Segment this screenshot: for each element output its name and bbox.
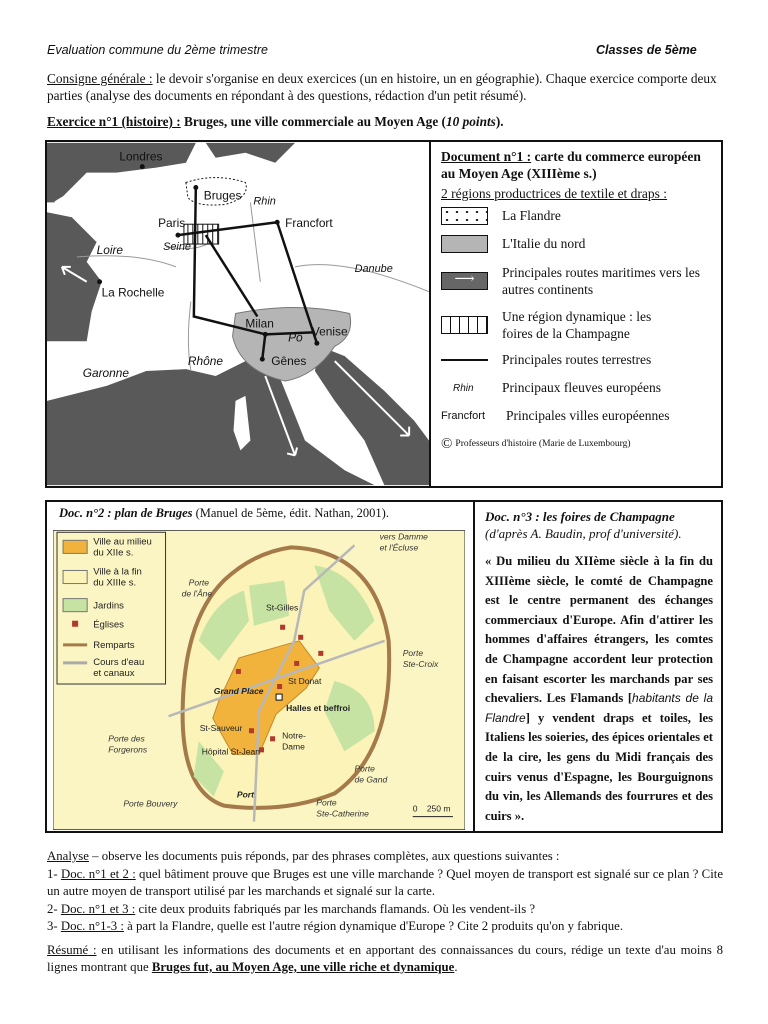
label-la-rochelle: La Rochelle bbox=[101, 285, 165, 300]
legend-label: Cours d'eau bbox=[93, 656, 145, 668]
resume-emphasis: Bruges fut, au Moyen Age, une ville riche et dynamique bbox=[151, 960, 455, 974]
river-sample: Rhin bbox=[453, 382, 474, 394]
resume-label: Résumé : bbox=[47, 942, 97, 957]
consigne-label: Consigne générale : bbox=[47, 71, 153, 86]
scale-label: 250 m bbox=[426, 803, 451, 814]
label-seine: Seine bbox=[163, 241, 191, 254]
label-danube: Danube bbox=[354, 262, 393, 275]
label-damme-2: et l'Écluse bbox=[379, 542, 419, 553]
label-paris: Paris bbox=[158, 216, 186, 231]
q-text: cite deux produits fabriqués par les marchands flamands. Où les vendent-ils ? bbox=[135, 901, 536, 916]
label-grand-place: Grand Place bbox=[213, 686, 264, 697]
document-1 bbox=[45, 140, 723, 488]
legend-label: Principales routes maritimes vers les autres continents bbox=[502, 265, 700, 297]
document-3 bbox=[477, 502, 721, 826]
resume-text: en utilisant les informations des documents et en apportant des connaissances du cours, rédige un texte d'au moins 8 lignes montrant que bbox=[47, 942, 724, 974]
legend-label: Jardins bbox=[93, 600, 124, 612]
exercice-end: ). bbox=[495, 114, 504, 129]
scale-zero: 0 bbox=[412, 803, 418, 814]
legend-sea-routes bbox=[441, 258, 715, 304]
legend-label: Une région dynamique : les foires de la Champagne bbox=[502, 309, 652, 341]
credit bbox=[441, 430, 715, 458]
doc2-title-text: Doc. n°2 : plan de Bruges bbox=[59, 506, 193, 520]
label-ste-catherine-2: Ste-Catherine bbox=[316, 808, 369, 819]
q-text: quel bâtiment prouve que Bruges est une ville marchande ? Quel moyen de transport est signalé sur ce plan ? Cite un autre moyen de transport utilisé par les marchands et signalé sur la carte. bbox=[47, 866, 723, 898]
legend-label: du XIIe s. bbox=[93, 547, 134, 559]
question-3 bbox=[47, 918, 723, 936]
resume-end: . bbox=[454, 960, 458, 974]
label-hopital: Hôpital St-Jean bbox=[201, 746, 261, 757]
label-st-sauveur: St-Sauveur bbox=[199, 723, 243, 734]
analyse-label: Analyse bbox=[47, 849, 89, 863]
copyright-icon: © bbox=[441, 435, 453, 452]
q-num: 1- bbox=[47, 866, 61, 881]
doc3-header bbox=[485, 508, 713, 542]
header-left: Evaluation commune du 2ème trimestre bbox=[47, 43, 268, 57]
label-genes: Gênes bbox=[271, 354, 307, 369]
consigne bbox=[47, 70, 723, 104]
question-2 bbox=[47, 901, 723, 919]
legend-label: La Flandre bbox=[502, 208, 561, 223]
doc3-quote bbox=[485, 552, 713, 826]
doc1-title bbox=[441, 148, 715, 182]
doc1-title-text: carte du commerce européen au Moyen Age (XIIIème s.) bbox=[441, 149, 701, 181]
label-francfort: Francfort bbox=[285, 216, 333, 231]
exercice-text: Bruges, une ville commerciale au Moyen Age ( bbox=[180, 114, 446, 129]
label-rhone: Rhône bbox=[187, 354, 223, 369]
label-bouvery: Porte Bouvery bbox=[123, 798, 178, 809]
city-sample: Francfort bbox=[441, 410, 486, 422]
credit-text: Professeurs d'histoire (Marie de Luxembourg) bbox=[455, 439, 631, 449]
analyse-section bbox=[47, 848, 723, 977]
label-damme: vers Damme bbox=[379, 531, 428, 542]
document-1-legend bbox=[433, 142, 721, 486]
striped-swatch-icon bbox=[441, 316, 488, 334]
label-venise: Venise bbox=[311, 324, 348, 339]
q-num: 2- bbox=[47, 901, 61, 916]
label-port: Port bbox=[236, 789, 254, 800]
legend-label: Principales villes européennes bbox=[506, 408, 670, 423]
label-londres: Londres bbox=[119, 149, 163, 164]
quote-italic: habitants de la Flandre bbox=[485, 691, 713, 725]
label-porte-ane: Porte bbox=[188, 577, 210, 588]
exercice-title bbox=[47, 113, 504, 130]
legend-label: Ville à la fin bbox=[93, 566, 142, 578]
doc2-title bbox=[47, 502, 473, 521]
label-gand-2: de Gand bbox=[354, 774, 388, 785]
legend-label: Ville au milieu bbox=[93, 536, 152, 548]
legend-label: et canaux bbox=[93, 667, 135, 679]
doc2-source: (Manuel de 5ème, édit. Nathan, 2001). bbox=[192, 506, 389, 520]
consigne-text: le devoir s'organise en deux exercices (un en histoire, un en géographie). Chaque exercice comporte deux parties (analyse des documents en répondant à des questions, rédaction d'un petit résumé). bbox=[47, 71, 717, 103]
quote-part-1: « Du milieu du XIIème siècle à la fin du XIIIème siècle, le comté de Champagne est le centre permanent des échanges commerciaux d'Europe. Afin d'attirer les hommes d'affaires étrangers, les comtes de Champagne accordent leur protection en faisant escorter les marchands par ses chevaliers. Les Flamands [ bbox=[485, 554, 713, 706]
q-ref: Doc. n°1 et 3 : bbox=[60, 901, 136, 916]
q-ref: Doc. n°1-3 : bbox=[60, 919, 124, 933]
label-ste-catherine: Porte bbox=[316, 797, 337, 808]
analyse-intro-text: – observe les documents puis réponds, par des phrases complètes, aux questions suivantes : bbox=[88, 849, 560, 863]
legend-cities bbox=[441, 402, 715, 430]
gray-swatch-icon bbox=[441, 235, 488, 253]
legend-land-routes bbox=[441, 346, 715, 374]
legend-champagne bbox=[441, 304, 715, 346]
resume bbox=[47, 942, 723, 977]
label-forgerons: Porte des bbox=[108, 733, 145, 744]
legend-rivers bbox=[441, 374, 715, 402]
doc3-title: Doc. n°3 : les foires de Champagne bbox=[485, 509, 675, 524]
label-rhin: Rhin bbox=[253, 195, 276, 208]
quote-part-2: ] y vendent draps et toiles, les Italiens les soieries, des épices orientales et de la cire, les gens du Midi français des cuirs venus d'Espagne, les Bourguignons du vin, les Allemands des fourrures et des cuirs ». bbox=[485, 710, 713, 823]
label-halles-beffroi: Halles et beffroi bbox=[286, 703, 351, 714]
q-num: 3- bbox=[47, 919, 61, 933]
legend-flandre bbox=[441, 202, 715, 230]
label-ste-croix-2: Ste-Croix bbox=[402, 658, 439, 669]
legend-label: Principaux fleuves européens bbox=[502, 380, 661, 395]
legend-label: Remparts bbox=[93, 639, 135, 651]
q-text: à part la Flandre, quelle est l'autre région dynamique d'Europe ? Cite 2 produits qu'on y fabrique. bbox=[123, 919, 624, 933]
europe-trade-map bbox=[47, 142, 431, 486]
legend-label: Principales routes terrestres bbox=[502, 352, 652, 367]
label-forgerons-2: Forgerons bbox=[108, 744, 148, 755]
legend-label: L'Italie du nord bbox=[502, 236, 586, 251]
label-milan: Milan bbox=[245, 316, 274, 331]
label-loire: Loire bbox=[96, 242, 124, 257]
label-st-donat: St Donat bbox=[288, 676, 322, 687]
label-porte-ane-2: de l'Âne bbox=[181, 588, 213, 599]
plan-legend bbox=[57, 532, 166, 684]
exercice-label: Exercice n°1 (histoire) : bbox=[47, 114, 181, 129]
doc1-title-label: Document n°1 : bbox=[441, 149, 532, 164]
exercice-points: 10 points bbox=[445, 114, 496, 129]
halles-icon bbox=[276, 694, 282, 700]
label-notre-dame-2: Dame bbox=[282, 741, 305, 752]
q-ref: Doc. n°1 et 2 : bbox=[60, 866, 136, 881]
label-st-gilles: St-Gilles bbox=[266, 602, 299, 613]
bruges-plan bbox=[53, 530, 465, 830]
label-bruges: Bruges bbox=[203, 188, 242, 203]
header-right: Classes de 5ème bbox=[596, 43, 697, 57]
documents-2-3 bbox=[45, 500, 723, 833]
dotted-swatch-icon bbox=[441, 207, 488, 225]
arrow-swatch-icon: ⟶ bbox=[441, 272, 488, 290]
document-2 bbox=[47, 502, 475, 831]
label-gand: Porte bbox=[354, 763, 375, 774]
label-ste-croix: Porte bbox=[402, 647, 424, 658]
legend-label: Églises bbox=[93, 619, 124, 631]
label-garonne: Garonne bbox=[82, 366, 130, 381]
label-po: Pô bbox=[288, 330, 303, 345]
legend-italie bbox=[441, 230, 715, 258]
legend-label: du XIIIe s. bbox=[93, 577, 137, 589]
doc1-subtitle: 2 régions productrices de textile et draps : bbox=[441, 186, 668, 201]
question-1 bbox=[47, 866, 723, 901]
label-notre-dame: Notre- bbox=[282, 730, 306, 741]
analyse-intro bbox=[47, 848, 723, 866]
doc3-source: (d'après A. Baudin, prof d'université). bbox=[485, 526, 682, 541]
line-swatch-icon bbox=[441, 359, 488, 362]
